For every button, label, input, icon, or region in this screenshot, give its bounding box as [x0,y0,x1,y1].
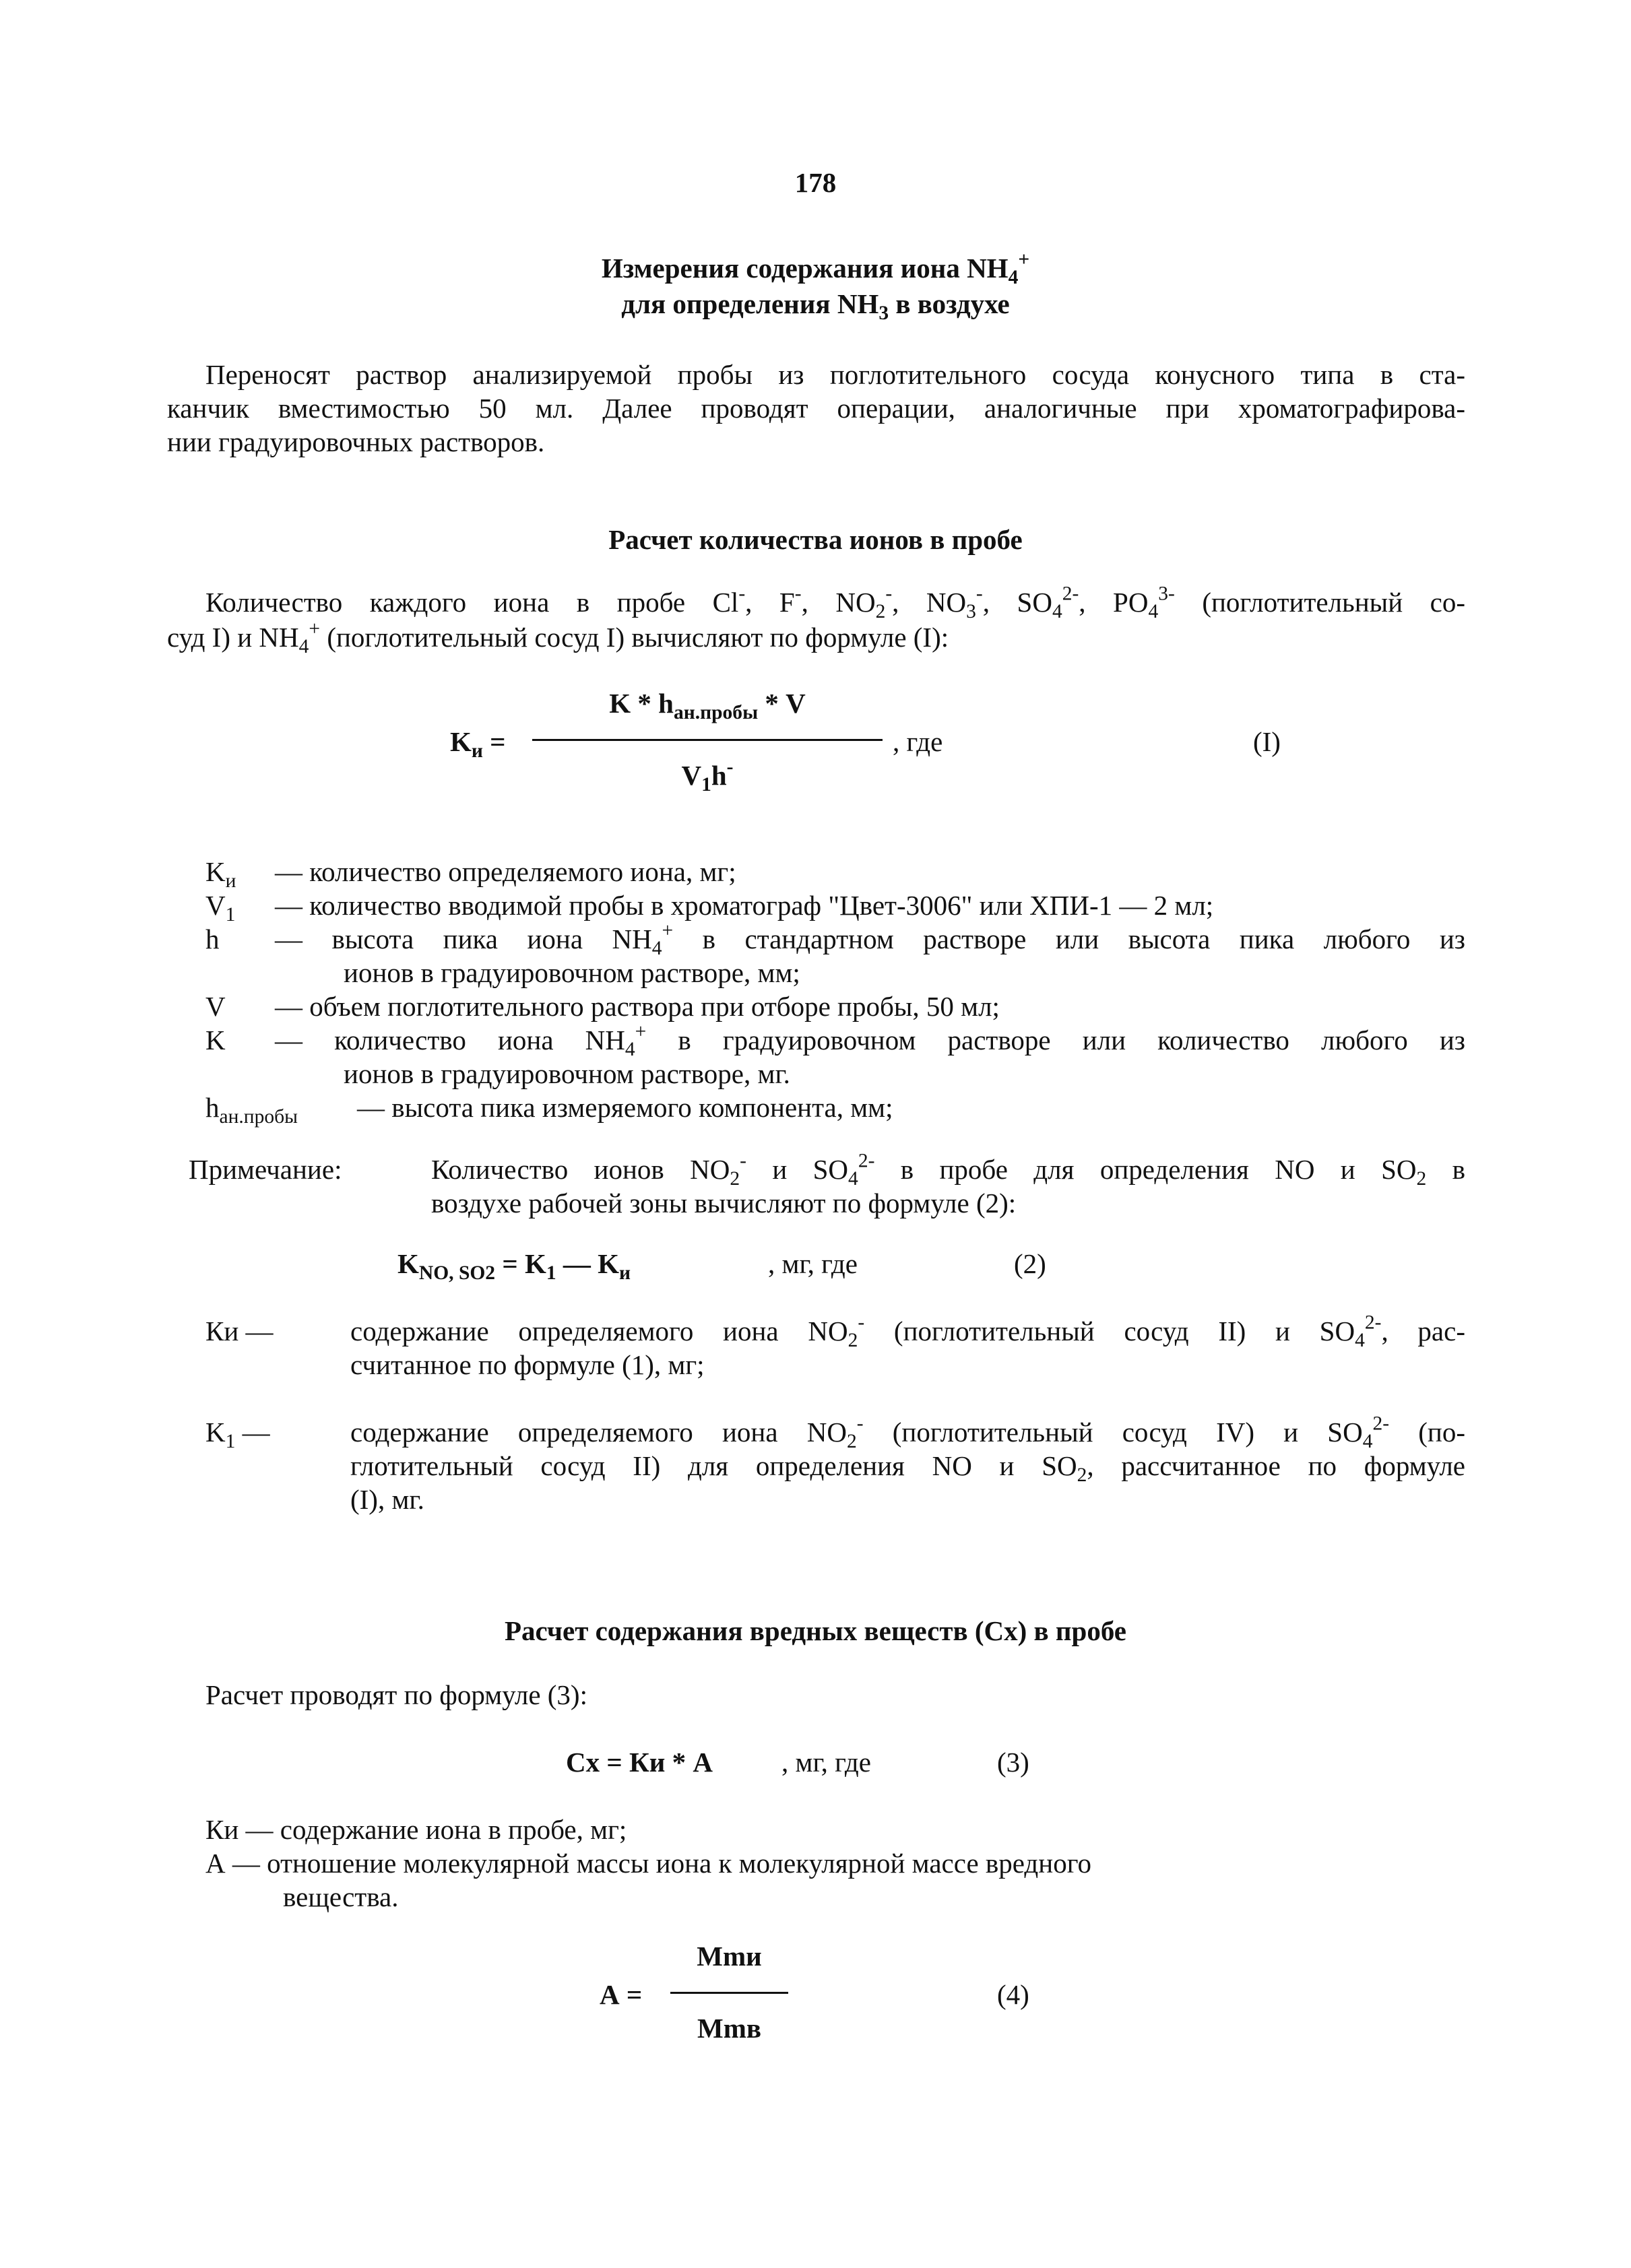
section3-intro: Расчет проводят по формуле (3): [205,1679,587,1710]
k1-line-2: глотительный сосуд II) для определения NO и $SO_2$, рассчитанное по формуле [350,1450,1465,1486]
formula3-rest: , мг, где [781,1747,871,1778]
formula1-numerator: K * $h_{ан.пробы}$ * V [609,688,806,723]
formula3-number: (3) [997,1747,1029,1778]
def-sym-v1: $V_1$ [205,890,236,926]
formula2-number: (2) [1014,1248,1046,1279]
formula4-lhs: А = [600,1979,643,2010]
def-sym-h-probe: $h_{ан.пробы}$ [205,1092,298,1128]
def-sym-v: V [205,991,226,1022]
k1-line-1: содержание определяемого иона $NO_2^-$ (поглотительный сосуд IV) и $SO_4^{2-}$ (по- [350,1413,1466,1452]
def-text-k-cont: ионов в градуировочном растворе, мг. [344,1058,790,1089]
ki-line-2: считанное по формуле (1), мг; [350,1349,705,1380]
page-number: 178 [794,167,837,198]
k1-line-3: (I), мг. [350,1484,424,1515]
note-line-2: воздухе рабочей зоны вычисляют по формуле (2): [431,1188,1017,1219]
formula1-where: , где [893,726,943,757]
intro-line-2: суд I) и $NH_4^+$ (поглотительный сосуд I) вычисляют по формуле (I): [167,618,949,657]
title-sub: 4 [1008,266,1019,288]
formula1-denominator: $V_1h^-$ [681,756,734,796]
section-title-ion-count: Расчет количества ионов в пробе [608,524,1023,555]
formula4-number: (4) [997,1979,1029,2010]
intro-line-1: Количество каждого иона в пробе Cl-, F-, $NO_2^-$, $NO_3^-$, $SO_4^{2-}$, $PO_4^{3-}$ (поглотительный со- [205,583,1465,622]
section-title-ammonium [0,251,1631,286]
paragraph-line-3: нии градуировочных растворов. [167,426,545,457]
section3-def-2: А — отношение молекулярной массы иона к молекулярной массе вредного [205,1848,1092,1879]
formula1-number: (I) [1253,726,1281,757]
formula3: Сх = Ки * А [566,1747,713,1778]
note-label: Примечание: [189,1154,342,1185]
ki-line-1: содержание определяемого иона $NO_2^-$ (поглотительный сосуд II) и $SO_4^{2-}$, рас- [350,1311,1465,1351]
section-subtitle-nh3 [0,286,1631,324]
title-text: Измерения содержания иона NH [601,253,1009,284]
def-sym-h: h [205,924,220,954]
formula4-numerator: Mmи [697,1941,762,1972]
subtitle-sub: 3 [878,302,889,324]
def-text-ki: — количество определяемого иона, мг; [275,856,736,887]
paragraph-line-1: Переносят раствор анализируемой пробы из поглотительного сосуда конусного типа в ста- [205,359,1465,390]
formula1-lhs: $K_и$ = [450,726,506,762]
section-title-harmful: Расчет содержания вредных веществ (Сх) в пробе [504,1615,1127,1646]
paragraph-line-2: канчик вместимостью 50 мл. Далее проводят операции, аналогичные при хроматографирова- [167,393,1465,424]
ki-label: Ки — [205,1316,274,1347]
def-text-h-cont: ионов в градуировочном растворе, мм; [344,957,800,988]
section3-def-2-cont: вещества. [283,1881,399,1912]
formula4-denominator: Mmв [697,2013,761,2044]
def-text-h-probe: — высота пика измеряемого компонента, мм; [357,1092,893,1123]
def-text-v1: — количество вводимой пробы в хроматограф "Цвет-3006" или ХПИ-1 — 2 мл; [275,890,1214,921]
subtitle-text-end: в воздухе [889,288,1010,319]
def-sym-ki: $K_и$ [205,856,236,892]
def-text-v: — объем поглотительного раствора при отборе пробы, 50 мл; [275,991,1000,1022]
section3-def-1: Ки — содержание иона в пробе, мг; [205,1814,627,1845]
subtitle-text: для определения NH [621,288,879,319]
formula2-rest: , мг, где [768,1248,858,1279]
formula1-fraction-bar [532,739,883,741]
def-sym-k: K [205,1025,226,1056]
k1-label: $K_1$ — [205,1417,270,1452]
note-line-1: Количество ионов $NO_2^-$ и $SO_4^{2-}$ в пробе для определения NO и $SO_2$ в [431,1150,1465,1190]
def-text-h: — высота пика иона $NH_4^+$ в стандартном растворе или высота пика любого из [275,919,1466,959]
def-text-k: — количество иона $NH_4^+$ в градуировочном растворе или количество любого из [275,1020,1466,1060]
formula4-fraction-bar [670,1992,788,1994]
formula2: $K_{NO, SO2} = K_1$ — $K_и$ [397,1248,631,1284]
title-sup: + [1018,249,1030,271]
